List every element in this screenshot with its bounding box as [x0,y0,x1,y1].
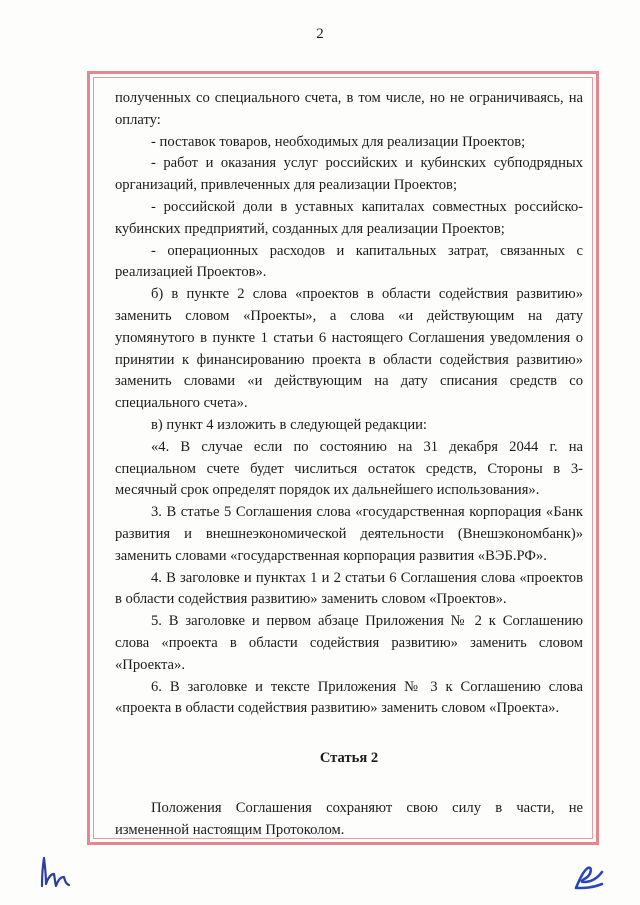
page-number: 2 [316,26,324,42]
list-item-works: - работ и оказания услуг российских и кубинских субподрядных организаций, привлеченных для реализации Проектов; [115,155,583,194]
paragraph-quote-4: «4. В случае если по состоянию на 31 декабря 2044 г. на специальном счете будет числиться остаток средств, Стороны в 3-месячный срок определят порядок их дальнейшего использования». [115,438,583,499]
paragraph-b: б) в пункте 2 слова «проектов в области содействия развитию» заменить словом «Проекты», а слова «и действующим на дату упомянутого в пункте 1 статьи 6 настоящего Соглашения уведомления о принятии к финансированию проекта в области содействия развитию» заменить словами «и действующим на дату списания средств со специального счета». [115,286,583,412]
article-2-heading: Статья 2 [319,750,379,767]
paragraph-3: 3. В статье 5 Соглашения слова «государственная корпорация «Банк развития и внешнеэкономической деятельности (Внешэкономбанк)» заменить словами «государственная корпорация развития «ВЭБ.РФ». [115,504,583,564]
paragraph-4: 4. В заголовке и пунктах 1 и 2 статьи 6 Соглашения слова «проектов в области содействия развитию» заменить словом «Проектов». [115,569,583,608]
paragraph-continuation: полученных со специального счета, в том числе, но не ограничиваясь, на оплату: [115,90,583,128]
paragraph-6: 6. В заголовке и тексте Приложения № 3 к Соглашению слова «проекта в области содействия развитию» заменить словом «Проекта». [115,678,583,717]
list-item-goods: - поставок товаров, необходимых для реализации Проектов; [151,133,526,150]
left-initials-signature [36,850,80,894]
list-item-share: - российской доли в уставных капиталах совместных российско-кубинских предприятий, созданных для реализации Проектов; [115,198,583,237]
document-body [115,88,583,842]
list-item-expenses: - операционных расходов и капитальных затрат, связанных с реализацией Проектов». [115,242,583,281]
paragraph-v: в) пункт 4 изложить в следующей редакции: [151,416,427,433]
article-2-text: Положения Соглашения сохраняют свою силу в части, не измененной настоящим Протоколом. [115,799,583,838]
paragraph-5: 5. В заголовке и первом абзаце Приложения № 2 к Соглашению слова «проекта в области содействия развитию» заменить словом «Проекта». [115,613,583,673]
right-initials-signature [568,858,612,894]
